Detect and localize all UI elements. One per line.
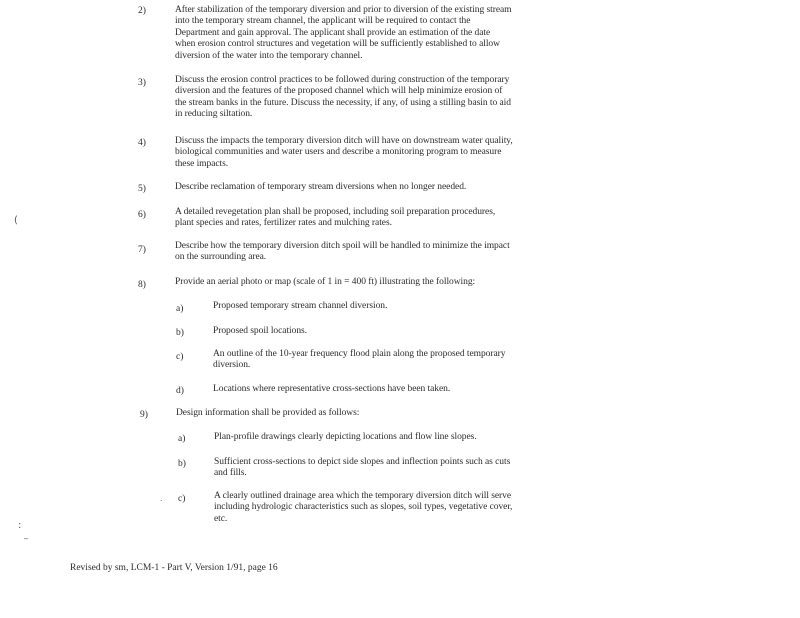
subitem-text — [213, 326, 307, 337]
item-text — [175, 241, 510, 264]
subitem-text — [214, 491, 512, 525]
text-line: Department and gain approval. The applicant shall provide an estimation of the date — [175, 27, 491, 38]
subitem-letter: d) — [176, 386, 184, 396]
text-line: biological communities and water users and describe a monitoring program to measure — [175, 147, 502, 158]
text-line: on the surrounding area. — [175, 252, 267, 263]
text-line: Proposed temporary stream channel diversion. — [213, 301, 388, 311]
subitem-letter: c) — [178, 494, 186, 504]
item-number: 9) — [140, 410, 148, 420]
text-line: Proposed spoil locations. — [213, 326, 308, 336]
text-line: etc. — [214, 513, 228, 524]
item-text — [175, 277, 475, 288]
text-line: diversion. — [213, 360, 251, 371]
text-line: when erosion control structures and vegetation will be sufficiently established to allow — [175, 39, 500, 50]
item-text — [175, 136, 513, 170]
item-text — [175, 5, 512, 62]
item-number: 5) — [138, 184, 146, 194]
item-text — [176, 408, 359, 419]
text-line: Plan-profile drawings clearly depicting locations and flow line slopes. — [214, 432, 477, 442]
text-line: the stream banks in the future. Discuss the necessity, if any, of using a stilling basin to aid — [175, 97, 511, 108]
scan-mark: . — [160, 494, 163, 503]
text-line: Design information shall be provided as follows: — [176, 408, 360, 418]
scan-mark: : — [18, 520, 22, 531]
scan-mark: ( — [14, 215, 18, 226]
item-number: 4) — [138, 138, 146, 148]
subitem-text — [213, 384, 450, 395]
text-line: Sufficient cross-sections to depict side slopes and inflection points such as cuts — [214, 457, 511, 467]
subitem-text — [213, 301, 387, 312]
text-line: these impacts. — [175, 158, 229, 169]
subitem-text — [214, 432, 477, 443]
item-text — [175, 182, 466, 193]
text-line: diversion of the water into the temporary channel. — [175, 50, 363, 61]
text-line: including hydrologic characteristics such as slopes, soil types, vegetative cover, — [214, 502, 513, 513]
subitem-letter: b) — [178, 459, 186, 469]
item-text — [175, 75, 511, 121]
text-line: Locations where representative cross-sections have been taken. — [213, 384, 451, 394]
text-line: A clearly outlined drainage area which the temporary diversion ditch will serve — [214, 491, 512, 501]
subitem-letter: c) — [176, 352, 184, 362]
text-line: After stabilization of the temporary diversion and prior to diversion of the existing stream — [175, 5, 512, 15]
text-line: in reducing siltation. — [175, 109, 253, 120]
item-number: 6) — [138, 210, 146, 220]
subitem-text — [213, 349, 505, 372]
subitem-letter: b) — [176, 328, 184, 338]
text-line: plant species and rates, fertilizer rates and mulching rates. — [175, 218, 392, 229]
text-line: Describe how the temporary diversion ditch spoil will be handled to minimize the impact — [175, 241, 510, 251]
item-number: 8) — [138, 280, 146, 290]
text-line: Discuss the impacts the temporary diversion ditch will have on downstream water quality, — [175, 136, 513, 146]
subitem-letter: a) — [176, 304, 184, 314]
text-line: A detailed revegetation plan shall be proposed, including soil preparation procedures, — [175, 207, 496, 217]
page-footer: Revised by sm, LCM-1 - Part V, Version 1/91, page 16 — [70, 563, 278, 573]
subitem-letter: a) — [178, 434, 186, 444]
text-line: An outline of the 10-year frequency flood plain along the proposed temporary — [213, 349, 506, 359]
text-line: and fills. — [214, 468, 247, 479]
subitem-text — [214, 457, 510, 480]
item-number: 7) — [138, 245, 146, 255]
text-line: Provide an aerial photo or map (scale of 1 in = 400 ft) illustrating the following: — [175, 277, 476, 287]
text-line: Discuss the erosion control practices to be followed during construction of the temporary — [175, 75, 510, 85]
text-line: Describe reclamation of temporary stream diversions when no longer needed. — [175, 182, 467, 192]
scan-mark: _ — [24, 530, 28, 539]
text-line: diversion and the features of the proposed channel which will help minimize erosion of — [175, 86, 503, 97]
item-number: 3) — [138, 78, 146, 88]
item-text — [175, 207, 495, 230]
item-number: 2) — [138, 6, 146, 16]
text-line: into the temporary stream channel, the applicant will be required to contact the — [175, 16, 471, 27]
